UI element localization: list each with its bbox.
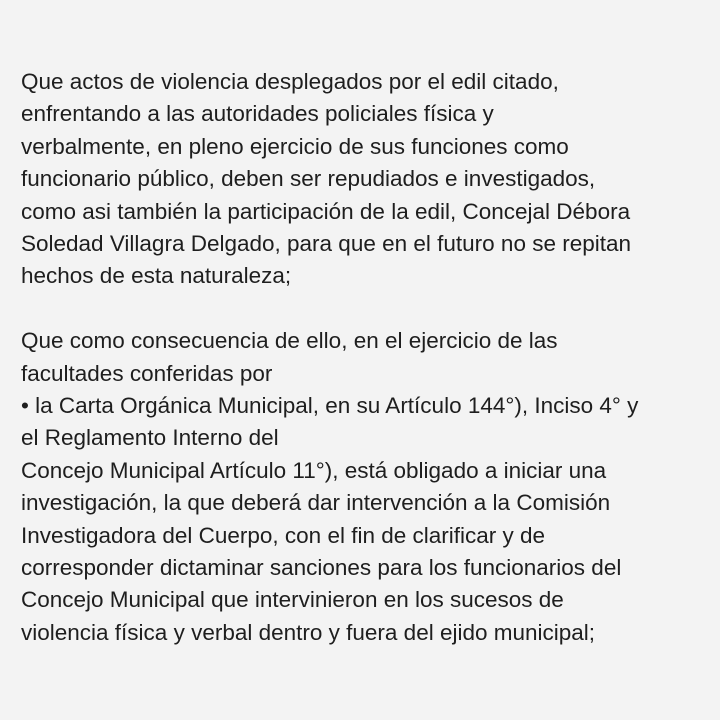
paragraph-investigation (21, 325, 711, 649)
text-line: Que como consecuencia de ello, en el ejercicio de las (21, 328, 558, 354)
text-line: funcionario público, deben ser repudiados e investigados, (21, 166, 596, 192)
text-line: Concejo Municipal Artículo 11°), está obligado a iniciar una (21, 457, 607, 483)
text-line: Que actos de violencia desplegados por el edil citado, (21, 69, 559, 94)
text-line: facultades conferidas por (21, 360, 273, 386)
text-line: enfrentando a las autoridades policiales física y (21, 101, 494, 127)
paragraph-violence-acts (21, 66, 711, 293)
text-line: violencia física y verbal dentro y fuera del ejido municipal; (21, 619, 596, 645)
document-body (21, 66, 711, 649)
text-line: Investigadora del Cuerpo, con el fin de clarificar y de (21, 522, 546, 548)
bullet-line: • la Carta Orgánica Municipal, en su Artículo 144°), Inciso 4° y (21, 393, 639, 419)
paragraph-spacer (21, 293, 711, 325)
text-line: Soledad Villagra Delgado, para que en el futuro no se repitan (21, 231, 632, 257)
text-line: Concejo Municipal que intervinieron en los sucesos de (21, 587, 564, 613)
text-line: hechos de esta naturaleza; (21, 263, 292, 289)
text-line: corresponder dictaminar sanciones para los funcionarios del (21, 555, 622, 581)
text-line: investigación, la que deberá dar intervención a la Comisión (21, 490, 611, 516)
text-line: verbalmente, en pleno ejercicio de sus funciones como (21, 133, 569, 159)
text-line: como asi también la participación de la edil, Concejal Débora (21, 198, 631, 224)
text-line: el Reglamento Interno del (21, 425, 279, 451)
